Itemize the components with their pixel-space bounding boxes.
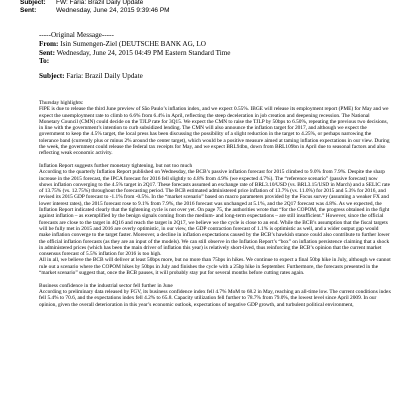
- original-sent-label: Sent:: [39, 48, 55, 57]
- forward-header: [20, 0, 170, 15]
- body-paragraph-highlights: FIPE is due to release the third June preview of São Paulo’s inflation index, and we expect 0.55%. IBGE will release its employment report (PME) for May and we expect the unemployment rate to climb to 6.6% from 6.4% in April, reflecting the steep deceleration in job creation and deepening recession. The National Monetary Council (CMN) could decide on the TJLP rate for 3Q15. We expect the CMN to raise the TJLP by 50bps to 6.50%, repeating the previous two decisions, in line with the government’s intention to curb subsidized lending. The CMN will also announce the inflation target for 2017, and although we expect the government to keep the 4.5% target, the local press has been discussing the possibility of a slight reduction in the target to 4.25%, or perhaps narrowing the tolerance band (currently plus or minus 2% around the center target), which would be a positive measure aimed at taming inflation expectations in our view. During the week, the government could release the federal tax receipts for May, and we expect BRL94bn, down from BRL109bn in April due to seasonal factors and also reflecting weak economic activity.: [39, 106, 390, 157]
- original-to-label: To:: [39, 57, 50, 66]
- body-paragraph-business-confidence: According to preliminary data released by FGV, its business confidence index fell 4.7% MoM to 68.2 in May, reaching an all-time low. The current conditions index fell 5.4% to 70.6, and the expectations index fell 4.2% to 65.8. Capacity utilization fell further to 78.7% from 79.0%, the lowest level since April 2009. In our opinion, given the overall deterioration in this year’s economic outlook, expectations of negative GDP growth, and turbulent political environment,: [39, 288, 392, 308]
- forward-sent-row: [20, 7, 170, 15]
- forward-subject-row: [20, 0, 170, 7]
- email-body: [39, 100, 391, 314]
- original-from-label: From:: [39, 40, 59, 48]
- original-from-value: Isin Sumengen-Ziel (DEUTSCHE BANK AG, LO: [60, 40, 206, 48]
- forward-subject-label: Subject:: [20, 0, 46, 6]
- original-subject-row: [39, 72, 389, 81]
- original-message-header: [39, 31, 389, 80]
- forward-sent-label: Sent:: [20, 7, 37, 14]
- forward-subject-value: FW: Faria: Brazil Daily Update: [56, 0, 144, 6]
- original-to-row: [39, 57, 389, 66]
- original-from-row: [39, 40, 389, 49]
- original-message-separator: -----Original Message-----: [39, 31, 114, 39]
- section-title-inflation-report: Inflation Report suggests further monetary tightening, but not too much: [39, 162, 193, 169]
- body-paragraph-inflation-report: According to the quarterly Inflation Report published on Wednesday, the BCB’s passive inflation forecast for 2015 climbed to 9.0% from 7.9%. Despite the sharp increase in the 2015 forecast, the IPCA forecast for 2016 fell slightly to 4.8% from 4.9% (we expected 4.7%). The “reference scenario” (passive forecast) now shows inflation converging to the 4.5% target in 2Q17. These forecasts assumed an exchange rate of BRL3.10/USD (vs. BRL3.15/USD in March) and a SELIC rate of 13.75% (vs. 12.75%) throughout the forecasting period. The BCB estimated administered price inflation of 13.7% (vs. 11.0%) for 2015 and 5.3% for 2016, and revised its 2015 GDP forecast to -1.1% from -0.5%. In the “market scenario” based on macro parameters provided by the Focus survey (assuming a weaker FX and lower interest rates), the 2015 forecast rose to 9.1% from 7.9%, the 2016 forecast was unchanged at 5.1%, and the 2Q17 forecast was 4.8%. As we expected, the Inflation Report indicated clearly that the tightening cycle is not over yet. On page 75, the authorities wrote that “for the COPOM, the progress obtained in the fight against inflation – as exemplified by the benign signals coming from the medium- and long-term expectations – are still insufficient.” However, since the official forecasts are close to the target in 4Q16 and reach the target in 2Q17, we believe we the cycle is close to an end. While the BCB’s assumption that the fiscal targets will be fully met in 2015 and 2016 are overly optimistic, in our view, the GDP contraction forecast of 1.1% is optimistic as well, and a wider output gap would make inflation converge to the target faster. Moreover, a decline in inflation expectations caused by the BCB’s hawkish stance could also contribute to further lower the official inflation forecasts (as they are an input of the models). We can still observe in the Inflation Report’s “box” on inflation persistence claiming that a shock in administered prices (which has been the main driver of inflation this year) is relatively short-lived, thus reinforcing the BCB’s opinion that the current market consensus forecast of 5.5% inflation for 2016 is too high.: [39, 169, 390, 258]
- body-greeting: Thursday highlights:: [39, 100, 84, 106]
- original-subject-label: Subject:: [39, 71, 65, 80]
- original-subject-value: Faria: Brazil Daily Update: [66, 71, 143, 80]
- original-sent-value: Wednesday, June 24, 2015 04:49 PM Eastern Standard Time: [56, 48, 231, 57]
- body-paragraph-conclusion: All in all, we believe the BCB will deliver at least 50bps more, but no more than 75bps in hikes. We continue to expect a final 50bp hike in July, although we cannot rule out a scenario where the COPOM hikes by 50bps in July and finishes the cycle with a 25bp hike in September. Furthermore, the forecasts presented in the “market scenario” suggest that, once the BCB pauses, it will probably stay put for several months before cutting rates again.: [39, 257, 391, 277]
- forward-sent-value: Wednesday, June 24, 2015 9:39:46 PM: [56, 7, 170, 14]
- original-sent-row: [39, 49, 389, 58]
- section-title-business-confidence: Business confidence in the industrial sector fell further in June: [39, 282, 173, 289]
